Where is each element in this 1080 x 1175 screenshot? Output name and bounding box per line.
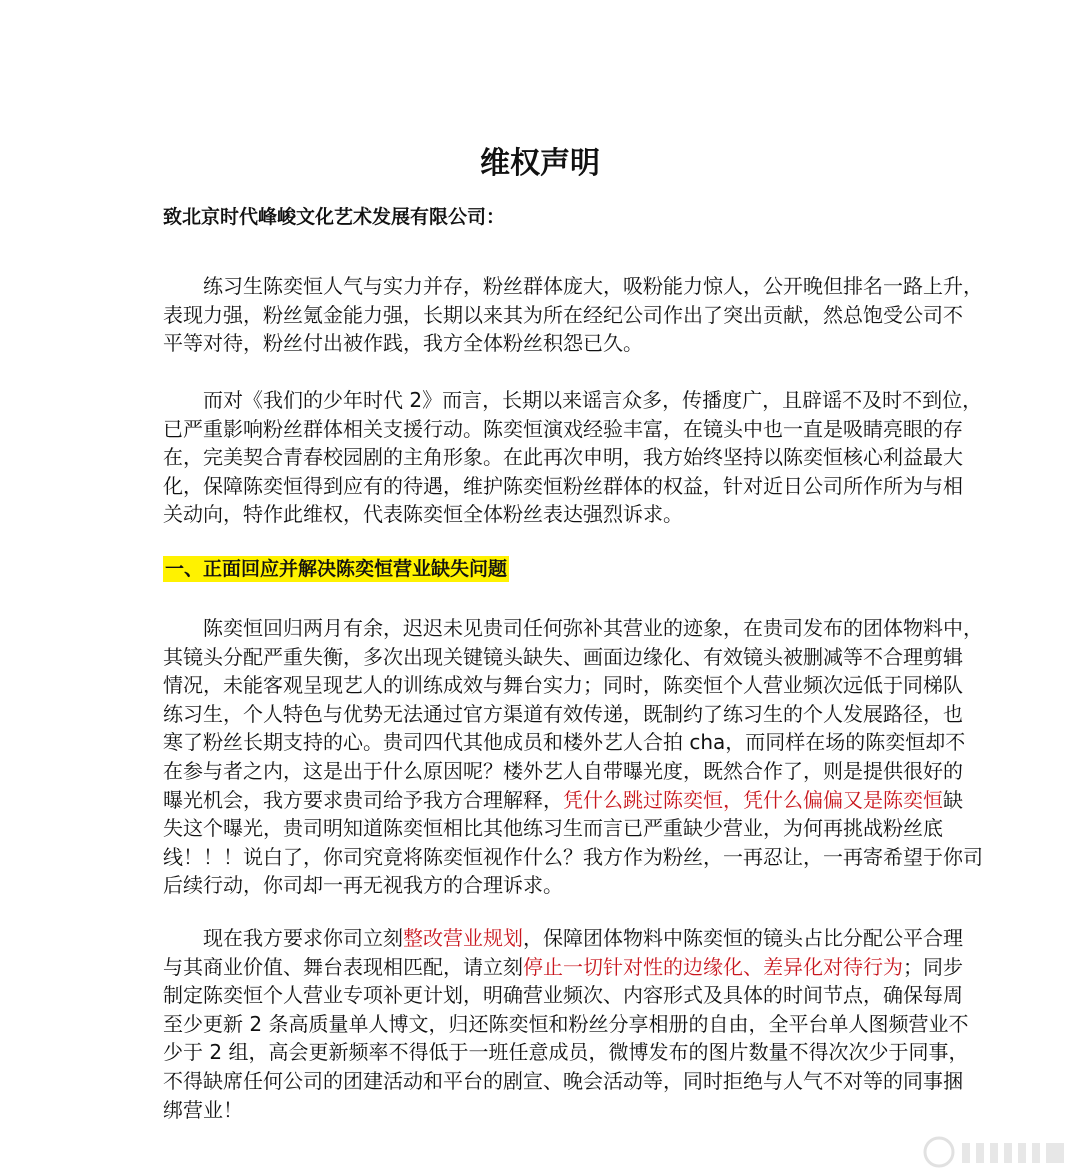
text-segment: 与其商业价值、舞台表现相匹配，请立刻 [163, 954, 523, 979]
text-segment: 曝光机会，我方要求贵司给予我方合理解释， [163, 787, 563, 812]
text-line [163, 443, 963, 472]
section-heading: 一、正面回应并解决陈奕恒营业缺失问题 [165, 558, 508, 580]
text-segment: 失这个曝光，贵司明知道陈奕恒相比其他练习生而言已严重缺少营业，为何再挑战粉丝底 [163, 816, 943, 841]
text-segment: 平等对待，粉丝付出被作践，我方全体粉丝积怨已久。 [163, 331, 643, 356]
text-line [163, 301, 963, 330]
text-segment: ；同步 [903, 954, 963, 979]
text-line [163, 981, 963, 1010]
text-line [163, 700, 963, 729]
text-line [163, 415, 963, 444]
text-segment: 表现力强，粉丝氪金能力强，长期以来其为所在经纪公司作出了突出贡献，然总饱受公司不 [163, 302, 963, 327]
text-line [163, 1067, 963, 1096]
text-line [163, 500, 918, 529]
emphasized-text: 停止一切针对性的边缘化、差异化对待行为 [523, 954, 903, 979]
text-segment: 而对《我们的少年时代 2》而言，长期以来谣言众多，传播度广，且辟谣不及时不到位， [203, 388, 983, 412]
text-line [163, 1010, 969, 1039]
text-line [163, 671, 963, 700]
text-line [163, 786, 963, 815]
text-segment: 缺 [943, 787, 963, 812]
emphasized-text: 凭什么跳过陈奕恒，凭什么偏偏又是陈奕恒 [563, 787, 943, 812]
text-line [163, 386, 983, 415]
emphasized-text: 整改营业规划 [403, 926, 523, 950]
text-segment: 化，保障陈奕恒得到应有的待遇，维护陈奕恒粉丝群体的权益，针对近日公司所作所为与相 [163, 473, 963, 498]
text-segment: 绑营业！ [163, 1097, 243, 1122]
text-line [163, 843, 983, 872]
text-segment: 练习生，个人特色与优势无法通过官方渠道有效传递，既制约了练习生的个人发展路径，也 [163, 701, 963, 726]
text-line [163, 757, 963, 786]
paragraph-2 [163, 386, 983, 529]
text-segment: 关动向，特作此维权，代表陈奕恒全体粉丝表达强烈诉求。 [163, 502, 683, 527]
text-segment: 已严重影响粉丝群体相关支援行动。陈奕恒演戏经验丰富，在镜头中也一直是吸睛亮眼的存 [163, 416, 963, 441]
text-line [163, 814, 943, 843]
text-segment: ，保障团体物料中陈奕恒的镜头占比分配公平合理 [523, 926, 963, 950]
paragraph-4 [163, 924, 969, 1124]
text-line [163, 643, 963, 672]
paragraph-3 [163, 614, 983, 900]
text-line [163, 272, 983, 301]
text-segment: 寒了粉丝长期支持的心。贵司四代其他成员和楼外艺人合拍 cha，而同样在场的陈奕恒却不 [163, 730, 966, 755]
watermark-logo [922, 1135, 1072, 1169]
text-line [163, 329, 918, 358]
paragraph-1 [163, 272, 983, 358]
text-segment: 后续行动，你司却一再无视我方的合理诉求。 [163, 873, 563, 898]
salutation: 致北京时代峰峻文化艺术发展有限公司： [163, 206, 506, 228]
text-segment: 不得缺席任何公司的团建活动和平台的剧宣、晚会活动等，同时拒绝与人气不对等的同事捆 [163, 1068, 963, 1093]
text-line [163, 924, 963, 953]
text-line [163, 472, 963, 501]
text-segment: 练习生陈奕恒人气与实力并存，粉丝群体庞大，吸粉能力惊人，公开晚但排名一路上升， [203, 274, 983, 298]
text-segment: 现在我方要求你司立刻 [203, 926, 403, 950]
document-title: 维权声明 [480, 146, 600, 181]
text-line [163, 1096, 918, 1125]
text-line [163, 953, 963, 982]
text-segment: 在参与者之内，这是出于什么原因呢？楼外艺人自带曝光度，既然合作了，则是提供很好的 [163, 758, 963, 783]
text-line [163, 614, 983, 643]
text-segment: 制定陈奕恒个人营业专项补更计划，明确营业频次、内容形式及具体的时间节点，确保每周 [163, 983, 963, 1008]
text-line [163, 871, 918, 900]
text-segment: 少于 2 组，高会更新频率不得低于一班任意成员，微博发布的图片数量不得次次少于同事， [163, 1040, 969, 1065]
text-line [163, 728, 966, 757]
text-segment: 陈奕恒回归两月有余，迟迟未见贵司任何弥补其营业的迹象，在贵司发布的团体物料中， [203, 616, 983, 640]
text-segment: 情况，未能客观呈现艺人的训练成效与舞台实力；同时，陈奕恒个人营业频次远低于同梯队 [163, 673, 963, 698]
text-segment: 至少更新 2 条高质量单人博文，归还陈奕恒和粉丝分享相册的自由，全平台单人图频营业不 [163, 1011, 969, 1036]
text-segment: 线！！！说白了，你司究竟将陈奕恒视作什么？我方作为粉丝，一再忍让，一再寄希望于你司 [163, 844, 983, 869]
text-segment: 其镜头分配严重失衡，多次出现关键镜头缺失、画面边缘化、有效镜头被删减等不合理剪辑 [163, 644, 963, 669]
text-segment: 在，完美契合青春校园剧的主角形象。在此再次申明，我方始终坚持以陈奕恒核心利益最大 [163, 445, 963, 470]
text-line [163, 1038, 969, 1067]
